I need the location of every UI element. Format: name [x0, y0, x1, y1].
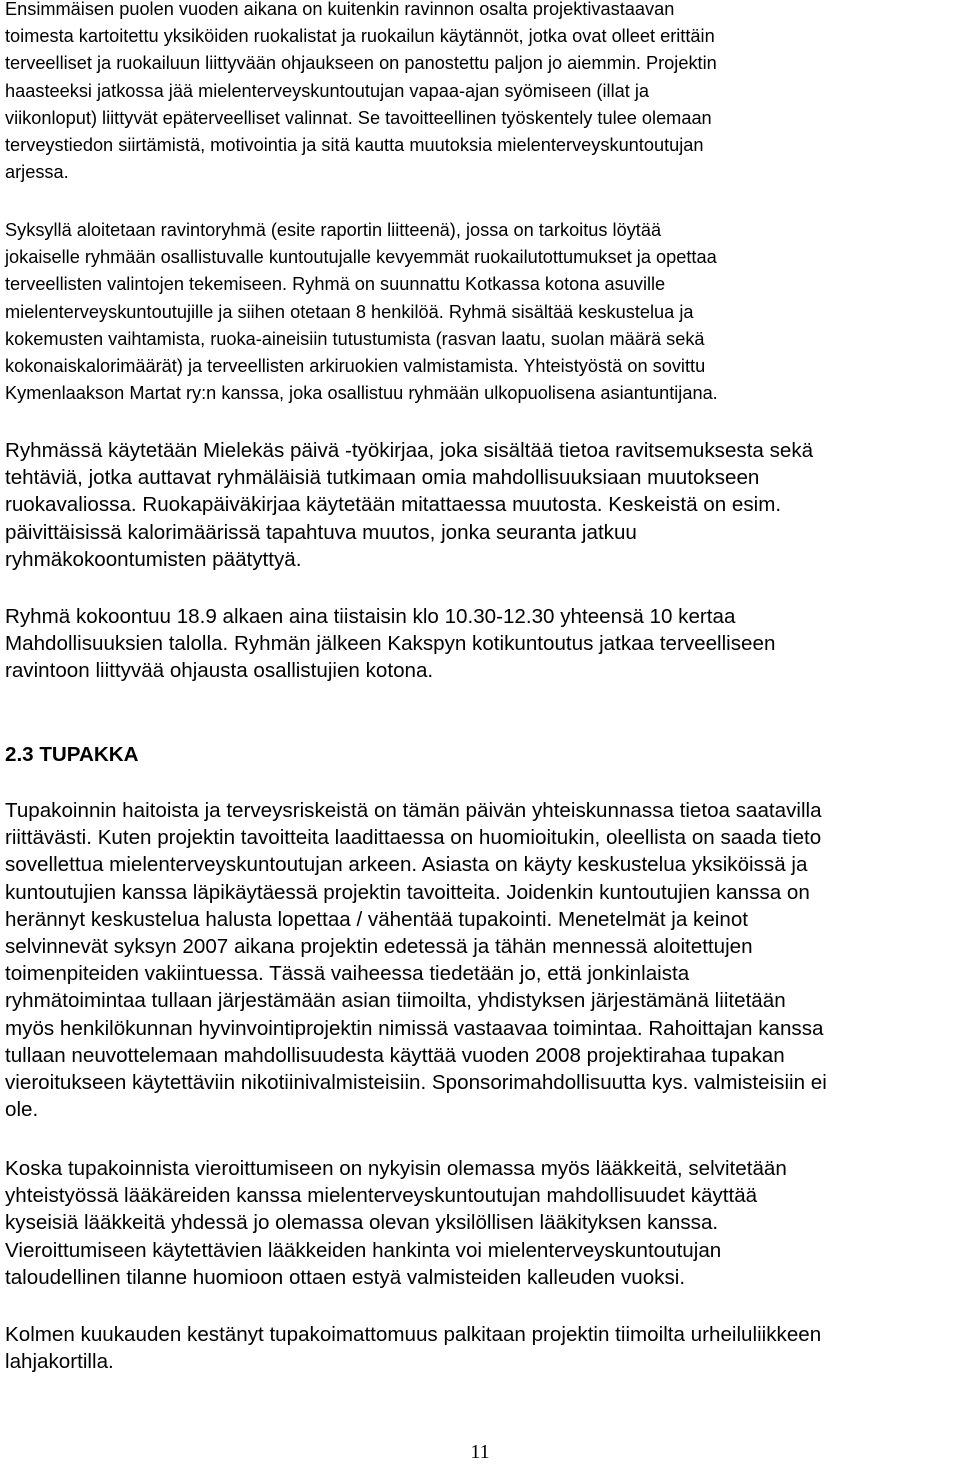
paragraph-tobacco-intro [5, 797, 953, 1123]
text-line: päivittäisissä kalorimäärissä tapahtuva muutos, jonka seuranta jatkuu [5, 520, 637, 544]
page-number: 11 [470, 1441, 490, 1463]
text-line: Syksyllä aloitetaan ravintoryhmä (esite raportin liitteenä), jossa on tarkoitus löytää [5, 220, 662, 240]
text-line: Ryhmä kokoontuu 18.9 alkaen aina tiistaisin klo 10.30-12.30 yhteensä 10 kertaa [5, 605, 736, 628]
paragraph-nutrition-survey [5, 0, 953, 186]
text-line: Ensimmäisen puolen vuoden aikana on kuitenkin ravinnon osalta projektivastaavan [5, 0, 675, 19]
text-line: ryhmätoimintaa tullaan järjestämään asian tiimoilta, yhdistyksen järjestämänä liitetään [5, 989, 786, 1013]
text-line: herännyt keskustelua halusta lopettaa / vähentää tupakointi. Menetelmät ja keinot [5, 907, 748, 931]
text-line: lahjakortilla. [5, 1350, 114, 1374]
paragraph-medication [5, 1155, 953, 1291]
text-line: Ryhmässä käytetään Mielekäs päivä -työkirjaa, joka sisältää tietoa ravitsemuksesta sekä [5, 439, 814, 462]
text-line: Koska tupakoinnista vieroittumiseen on nykyisin olemassa myös lääkkeitä, selvitetään [5, 1157, 787, 1180]
text-line: kokemusten vaihtamista, ruoka-aineisiin tutustumista (rasvan laatu, suolan määrä sekä [5, 328, 705, 349]
text-line: ravintoon liittyvää ohjausta osallistujien kotona. [5, 659, 434, 683]
text-line: viikonloput) liittyvät epäterveelliset valinnat. Se tavoitteellinen työskentely tulee olemaan [5, 107, 712, 128]
text-line: Kymenlaakson Martat ry:n kanssa, joka osallistuu ryhmään ulkopuolisena asiantuntijana. [5, 383, 718, 404]
text-line: Kolmen kuukauden kestänyt tupakoimattomuus palkitaan projektin tiimoilta urheiluliikkeen [5, 1323, 822, 1346]
text-line: toimesta kartoitettu yksiköiden ruokalistat ja ruokailun käytännöt, jotka ovat olleet erittäin [5, 26, 715, 47]
text-line: mielenterveyskuntoutujille ja siihen otetaan 8 henkilöä. Ryhmä sisältää keskustelua ja [5, 301, 694, 322]
section-heading: 2.3 TUPAKKA [5, 743, 139, 766]
text-line: ryhmäkokoontumisten päätyttyä. [5, 547, 302, 571]
paragraph-workbook [5, 437, 953, 573]
text-line: toimenpiteiden vakiintuessa. Tässä vaiheessa tiedetään jo, että jonkinlaista [5, 962, 690, 986]
text-line: kyseisiä lääkkeitä yhdessä jo olemassa olevan yksilöllisen lääkityksen kanssa. [5, 1211, 719, 1235]
paragraph-nutrition-group [5, 217, 953, 407]
text-line: terveellisten valintojen tekemiseen. Ryhmä on suunnattu Kotkassa kotona asuville [5, 274, 666, 295]
text-line: riittävästi. Kuten projektin tavoitteita laadittaessa on huomioitukin, oleellista on saada tieto [5, 826, 822, 850]
text-line: tullaan neuvottelemaan mahdollisuudesta käyttää vuoden 2008 projektirahaa tupakan [5, 1043, 785, 1067]
text-line: arjessa. [5, 162, 69, 183]
text-line: terveelliset ja ruokailuun liittyvään ohjaukseen on panostettu paljon jo aiemmin. Projektin [5, 53, 717, 74]
text-line: kokonaiskalorimäärät) ja terveellisten arkiruokien valmistamista. Yhteistyöstä on sovittu [5, 356, 706, 377]
text-line: ole. [5, 1098, 39, 1122]
text-line: Mahdollisuuksien talolla. Ryhmän jälkeen Kakspyn kotikuntoutus jatkaa terveelliseen [5, 632, 776, 656]
text-line: kuntoutujien kanssa läpikäytäessä projektin tavoitteita. Joidenkin kuntoutujien kanssa on [5, 880, 810, 904]
text-line: haasteeksi jatkossa jää mielenterveyskuntoutujan vapaa-ajan syömiseen (illat ja [5, 80, 649, 101]
text-line: vieroitukseen käytettäviin nikotiinivalmisteisiin. Sponsorimahdollisuutta kys. valmisteisiin ei [5, 1071, 827, 1095]
text-line: sovellettua mielenterveyskuntoutujan arkeen. Asiasta on käyty keskustelua yksiköissä ja [5, 853, 808, 877]
text-line: tehtäviä, jotka auttavat ryhmäläisiä tutkimaan omia mahdollisuuksiaan muutokseen [5, 466, 760, 490]
text-line: jokaiselle ryhmään osallistuvalle kuntoutujalle kevyemmät ruokailutottumukset ja opettaa [5, 247, 717, 268]
text-line: selvinnevät syksyn 2007 aikana projektin edetessä ja tähän mennessä aloitettujen [5, 935, 753, 959]
paragraph-reward [5, 1321, 953, 1375]
text-line: yhteistyössä lääkäreiden kanssa mielenterveyskuntoutujan mahdollisuudet käyttää [5, 1184, 758, 1208]
text-line: terveystiedon siirtämistä, motivointia ja sitä kautta muutoksia mielenterveyskuntoutujan [5, 135, 704, 156]
text-line: myös henkilökunnan hyvinvointiprojektin nimissä vastaavaa toimintaa. Rahoittajan kanssa [5, 1016, 824, 1040]
text-line: ruokavaliossa. Ruokapäiväkirjaa käytetään mitattaessa muutosta. Keskeistä on esim. [5, 493, 782, 517]
text-line: taloudellinen tilanne huomioon ottaen estyä valmisteiden kalleuden vuoksi. [5, 1265, 686, 1289]
text-line: Tupakoinnin haitoista ja terveysriskeistä on tämän päivän yhteiskunnassa tietoa saatavilla [5, 799, 822, 822]
text-line: Vieroittumiseen käytettävien lääkkeiden hankinta voi mielenterveyskuntoutujan [5, 1238, 722, 1262]
paragraph-group-schedule [5, 603, 953, 685]
